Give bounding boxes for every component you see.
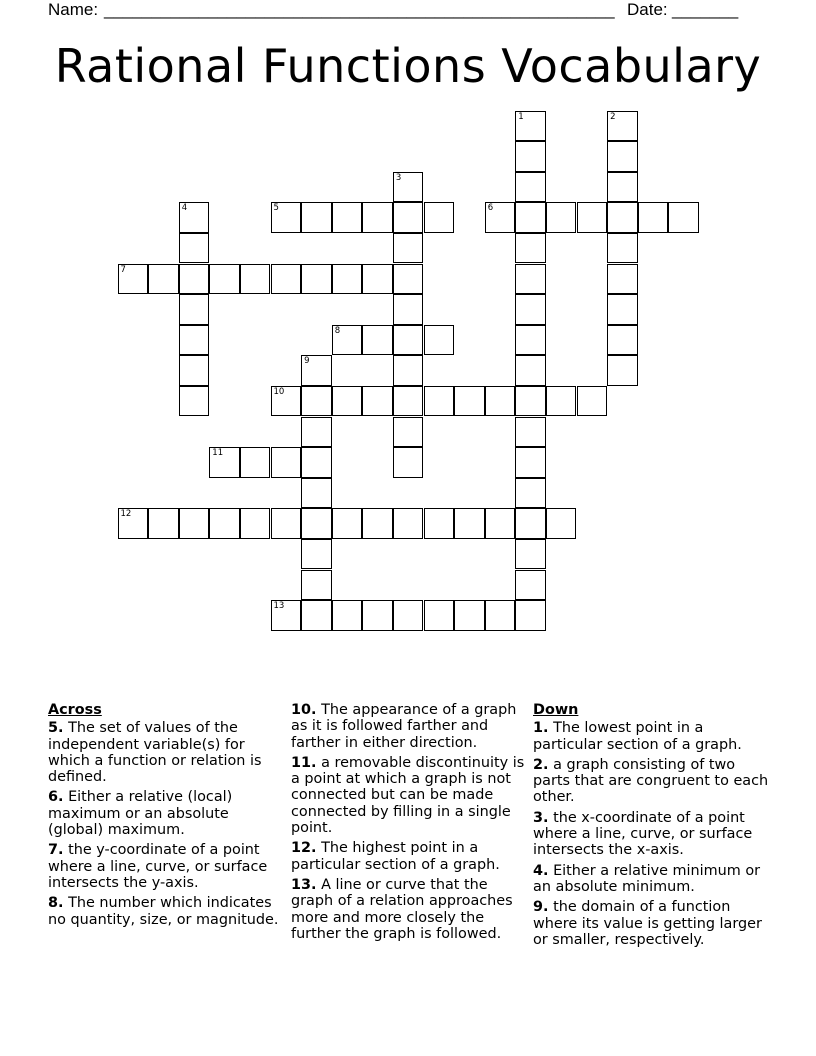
clue-across-13 — [291, 877, 527, 942]
crossword-cell[interactable] — [393, 294, 424, 325]
clues-column-1 — [48, 702, 280, 932]
crossword-cell[interactable] — [179, 508, 210, 539]
crossword-cell[interactable] — [454, 508, 485, 539]
clue-number-label: 11 — [212, 448, 224, 459]
crossword-cell[interactable] — [515, 570, 546, 601]
crossword-cell[interactable] — [424, 600, 455, 631]
crossword-cell[interactable] — [148, 508, 179, 539]
crossword-cell[interactable] — [515, 111, 546, 142]
clue-across-11 — [291, 755, 527, 836]
crossword-cell[interactable] — [515, 417, 546, 448]
clue-down-4 — [533, 863, 769, 896]
clue-text: Either a relative (local) maximum or an absolute (global) maximum. — [48, 789, 233, 839]
crossword-cell[interactable] — [301, 570, 332, 601]
crossword-cell[interactable] — [179, 386, 210, 417]
crossword-cell[interactable] — [332, 386, 363, 417]
crossword-cell[interactable] — [515, 508, 546, 539]
crossword-cell[interactable] — [301, 264, 332, 295]
crossword-cell[interactable] — [209, 508, 240, 539]
crossword-cell[interactable] — [393, 325, 424, 356]
crossword-cell[interactable] — [607, 141, 638, 172]
crossword-cell[interactable] — [515, 478, 546, 509]
crossword-cell[interactable] — [332, 508, 363, 539]
clue-number-label: 13 — [273, 601, 285, 612]
crossword-cell[interactable] — [362, 325, 393, 356]
crossword-cell[interactable] — [607, 355, 638, 386]
clue-across-10 — [291, 702, 527, 751]
crossword-cell[interactable] — [424, 386, 455, 417]
clue-text: The lowest point in a particular section of a graph. — [533, 720, 742, 753]
crossword-cell[interactable] — [332, 202, 363, 233]
crossword-cell[interactable] — [332, 600, 363, 631]
clue-text: Either a relative minimum or an absolute minimum. — [533, 862, 761, 895]
crossword-cell[interactable] — [515, 447, 546, 478]
crossword-cell[interactable] — [515, 355, 546, 386]
date-label: Date: — [627, 0, 668, 19]
crossword-cell[interactable] — [485, 202, 516, 233]
clue-text: The number which indicates no quantity, size, or magnitude. — [48, 895, 279, 928]
clue-text: The appearance of a graph as it is followed farther and farther in either direction. — [291, 702, 517, 751]
clue-down-9 — [533, 899, 769, 948]
crossword-cell[interactable] — [393, 508, 424, 539]
clue-text: The highest point in a particular section of a graph. — [291, 840, 500, 873]
crossword-cell[interactable] — [424, 202, 455, 233]
clue-number: 10. — [291, 702, 317, 718]
crossword-cell[interactable] — [515, 539, 546, 570]
clue-number: 2. — [533, 756, 549, 773]
clue-number-label: 6 — [487, 203, 494, 214]
crossword-cell[interactable] — [362, 600, 393, 631]
crossword-cell[interactable] — [515, 202, 546, 233]
crossword-cell[interactable] — [515, 264, 546, 295]
crossword-cell[interactable] — [271, 386, 302, 417]
clues-column-3 — [533, 702, 769, 952]
clue-number-label: 3 — [395, 172, 402, 183]
clue-number: 13. — [291, 876, 317, 893]
crossword-cell[interactable] — [179, 325, 210, 356]
crossword-cell[interactable] — [607, 264, 638, 295]
crossword-cell[interactable] — [332, 264, 363, 295]
clue-across-6 — [48, 789, 280, 838]
crossword-cell[interactable] — [271, 447, 302, 478]
crossword-cell[interactable] — [577, 386, 608, 417]
clue-number: 9. — [533, 899, 549, 916]
crossword-cell[interactable] — [393, 233, 424, 264]
clue-number-label: 10 — [273, 386, 285, 397]
crossword-cell[interactable] — [485, 386, 516, 417]
clue-down-3 — [533, 810, 769, 859]
crossword-cell[interactable] — [607, 294, 638, 325]
crossword-cell[interactable] — [638, 202, 669, 233]
crossword-cell[interactable] — [485, 600, 516, 631]
clue-text: the y-coordinate of a point where a line, curve, or surface intersects the y-axis. — [48, 842, 268, 891]
crossword-cell[interactable] — [515, 294, 546, 325]
date-field[interactable]: _______ — [672, 0, 739, 19]
crossword-cell[interactable] — [301, 508, 332, 539]
clue-number: 5. — [48, 720, 64, 737]
page-title: Rational Functions Vocabulary — [54, 39, 762, 93]
clue-number: 3. — [533, 809, 549, 826]
clue-across-8 — [48, 895, 280, 928]
crossword-cell[interactable] — [393, 447, 424, 478]
crossword-cell[interactable] — [607, 325, 638, 356]
crossword-cell[interactable] — [546, 202, 577, 233]
crossword-cell[interactable] — [301, 355, 332, 386]
crossword-cell[interactable] — [393, 172, 424, 203]
crossword-cell[interactable] — [607, 202, 638, 233]
clue-number: 8. — [48, 895, 64, 912]
clue-across-5 — [48, 720, 280, 785]
crossword-cell[interactable] — [301, 386, 332, 417]
crossword-cell[interactable] — [271, 202, 302, 233]
crossword-cell[interactable] — [148, 264, 179, 295]
crossword-cell[interactable] — [607, 111, 638, 142]
clue-number-label: 12 — [120, 509, 132, 520]
crossword-cell[interactable] — [454, 600, 485, 631]
clue-text: the domain of a function where its value is getting larger or smaller, respectively. — [533, 899, 762, 948]
clue-number: 7. — [48, 842, 64, 859]
name-label: Name: — [48, 0, 99, 19]
crossword-cell[interactable] — [118, 508, 149, 539]
clue-text: A line or curve that the graph of a relation approaches more and more closely the further the graph is followed. — [291, 876, 513, 942]
crossword-cell[interactable] — [179, 355, 210, 386]
crossword-cell[interactable] — [362, 202, 393, 233]
crossword-cell[interactable] — [515, 141, 546, 172]
crossword-cell[interactable] — [546, 508, 577, 539]
crossword-cell[interactable] — [485, 508, 516, 539]
clue-text: The set of values of the independent variable(s) for which a function or relation is defined. — [48, 720, 262, 786]
crossword-cell[interactable] — [515, 172, 546, 203]
crossword-cell[interactable] — [271, 508, 302, 539]
name-field[interactable]: ______________________________________________________ — [104, 0, 615, 19]
crossword-cell[interactable] — [393, 417, 424, 448]
crossword-cell[interactable] — [362, 508, 393, 539]
across-heading: Across — [48, 702, 102, 718]
crossword-cell[interactable] — [209, 447, 240, 478]
clue-number: 4. — [533, 862, 549, 879]
clue-number-label: 1 — [518, 111, 524, 122]
clue-number: 1. — [533, 720, 549, 737]
crossword-cell[interactable] — [301, 478, 332, 509]
crossword-cell[interactable] — [179, 264, 210, 295]
crossword-cell[interactable] — [179, 233, 210, 264]
crossword-cell[interactable] — [209, 264, 240, 295]
crossword-cell[interactable] — [515, 233, 546, 264]
clue-number-label: 9 — [304, 356, 310, 367]
clue-number-label: 4 — [181, 203, 188, 214]
crossword-cell[interactable] — [393, 355, 424, 386]
clue-number-label: 5 — [273, 203, 279, 214]
crossword-cell[interactable] — [668, 202, 699, 233]
clue-text: a graph consisting of two parts that are congruent to each other. — [533, 756, 769, 806]
crossword-cell[interactable] — [393, 202, 424, 233]
crossword-cell[interactable] — [424, 325, 455, 356]
clue-number-label: 8 — [334, 325, 341, 336]
clue-number-label: 2 — [610, 111, 616, 122]
crossword-cell[interactable] — [362, 386, 393, 417]
crossword-cell[interactable] — [271, 264, 302, 295]
crossword-cell[interactable] — [454, 386, 485, 417]
crossword-cell[interactable] — [393, 386, 424, 417]
clue-across-12 — [291, 840, 527, 873]
crossword-cell[interactable] — [240, 447, 271, 478]
crossword-cell[interactable] — [118, 264, 149, 295]
clue-number: 11. — [291, 754, 317, 771]
crossword-cell[interactable] — [271, 600, 302, 631]
crossword-cell[interactable] — [607, 233, 638, 264]
crossword-cell[interactable] — [393, 264, 424, 295]
crossword-cell[interactable] — [515, 325, 546, 356]
clue-number: 12. — [291, 840, 317, 857]
crossword-cell[interactable] — [515, 386, 546, 417]
crossword-cell[interactable] — [240, 264, 271, 295]
crossword-cell[interactable] — [179, 202, 210, 233]
crossword-cell[interactable] — [332, 325, 363, 356]
clue-text: the x-coordinate of a point where a line, curve, or surface intersects the x-axis. — [533, 809, 753, 859]
clue-across-7 — [48, 842, 280, 891]
crossword-cell[interactable] — [240, 508, 271, 539]
crossword-cell[interactable] — [301, 417, 332, 448]
clue-down-1 — [533, 720, 769, 753]
clue-number: 6. — [48, 789, 64, 806]
crossword-cell[interactable] — [607, 172, 638, 203]
crossword-cell[interactable] — [424, 508, 455, 539]
clue-text: a removable discontinuity is a point at which a graph is not connected but can be made connected by filling in a single point. — [291, 754, 525, 837]
crossword-cell[interactable] — [301, 539, 332, 570]
crossword-cell[interactable] — [515, 600, 546, 631]
crossword-cell[interactable] — [393, 600, 424, 631]
crossword-cell[interactable] — [301, 600, 332, 631]
crossword-cell[interactable] — [179, 294, 210, 325]
clues-column-2 — [291, 702, 527, 946]
clue-number-label: 7 — [120, 264, 126, 275]
crossword-cell[interactable] — [546, 386, 577, 417]
clue-down-2 — [533, 757, 769, 806]
crossword-cell[interactable] — [301, 202, 332, 233]
crossword-cell[interactable] — [301, 447, 332, 478]
down-heading: Down — [533, 702, 579, 718]
crossword-cell[interactable] — [362, 264, 393, 295]
crossword-cell[interactable] — [577, 202, 608, 233]
